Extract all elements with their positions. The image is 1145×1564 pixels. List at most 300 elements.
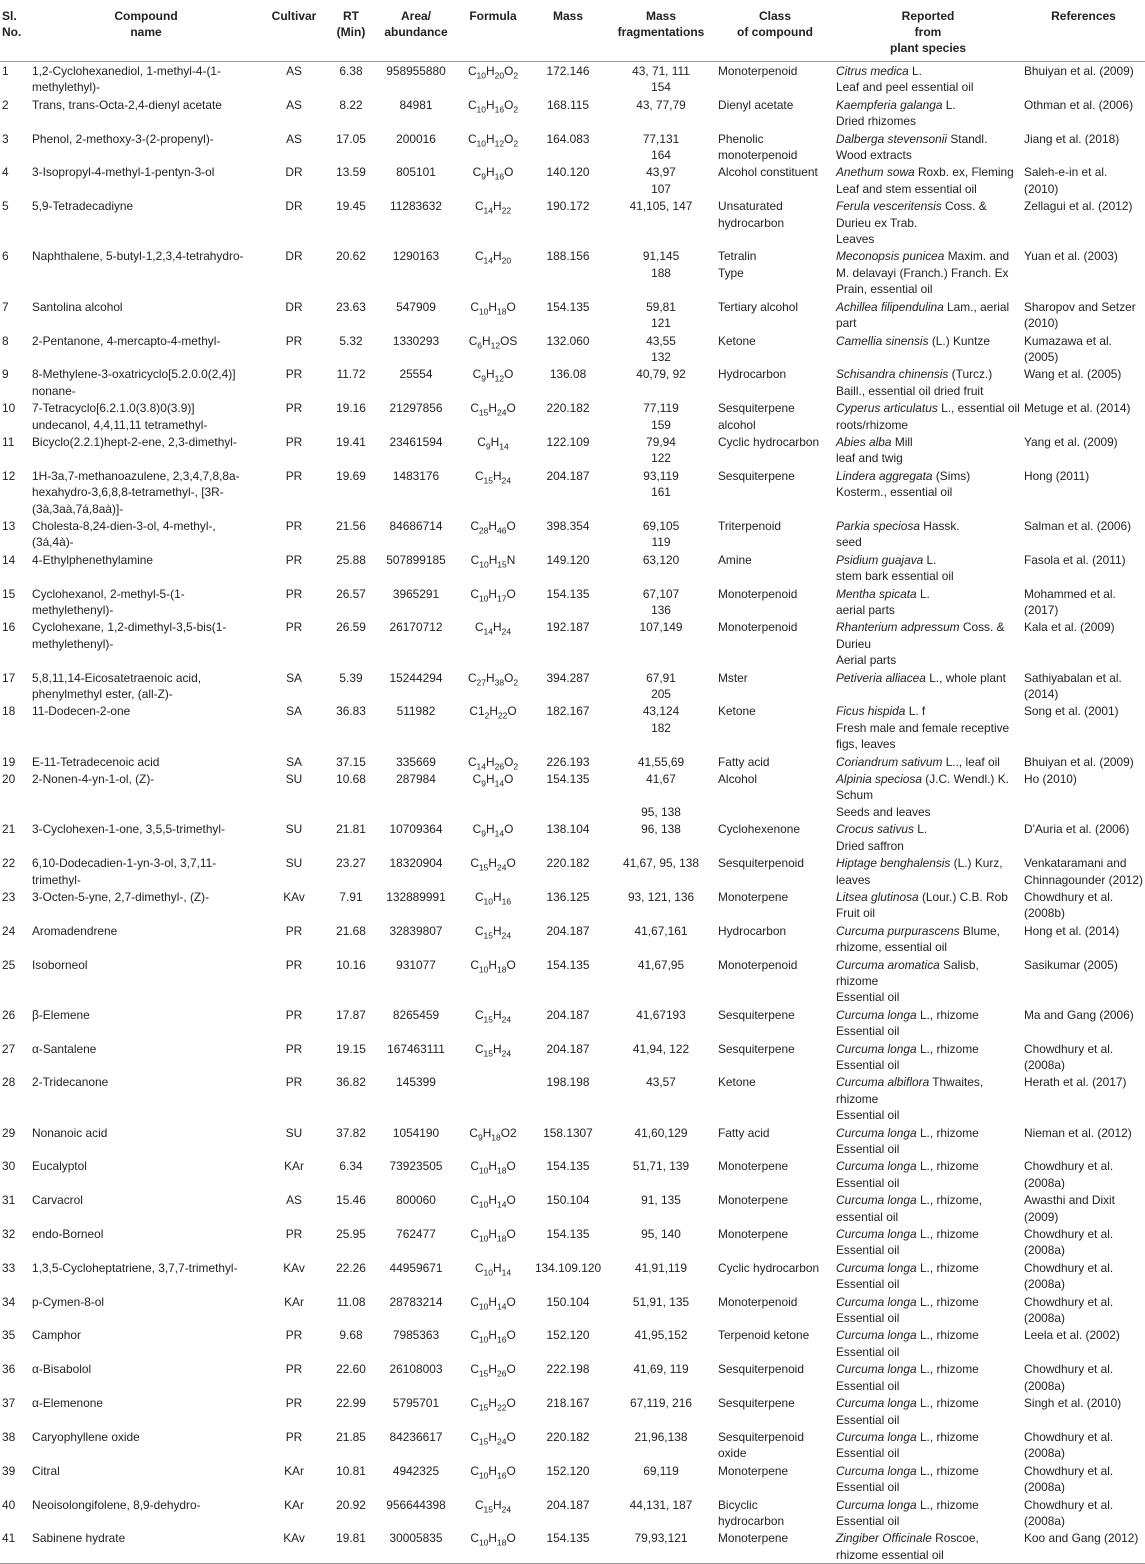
- formula-subscript: 10: [478, 963, 489, 974]
- species-details: L., rhizome Essential oil: [836, 1260, 979, 1292]
- mass-fragmentations-cell: 21,96,138: [634, 1429, 688, 1444]
- species-details: Standl. Wood extracts: [836, 131, 988, 163]
- mass-cell: 182.167: [546, 704, 590, 719]
- rt-cell: 21.56: [336, 518, 366, 533]
- formula-element: O: [504, 670, 514, 685]
- reference-cell: Chowdhury et al. (2008a): [1024, 1227, 1114, 1258]
- formula-subscript: 10: [478, 1470, 489, 1481]
- rt-cell: 26.59: [336, 620, 366, 635]
- formula-subscript: 10: [476, 138, 486, 148]
- species-name: Curcuma longa: [836, 1041, 917, 1056]
- rt-cell: 19.69: [336, 468, 366, 483]
- sl-no-cell: 40: [2, 1497, 16, 1512]
- cultivar-cell: PR: [285, 468, 303, 483]
- reference-cell: Kala et al. (2009): [1024, 620, 1115, 635]
- formula-element: C: [474, 199, 484, 214]
- formula-subscript: 18: [491, 1131, 501, 1142]
- cultivar-cell: PR: [285, 518, 303, 533]
- reported-species-cell: [834, 467, 1022, 517]
- formula-cell: [456, 1462, 530, 1496]
- class-cell: Ketone: [718, 333, 756, 348]
- compound-name-cell: 1,2-Cyclohexanediol, 1-methyl-4-(1- methylethyl)-: [32, 64, 222, 95]
- formula-element: H: [493, 468, 502, 483]
- table-header: [0, 0, 1145, 62]
- compound-name-cell: Neoisolongifolene, 8,9-dehydro-: [32, 1497, 201, 1512]
- table-row: [0, 433, 1145, 467]
- formula-subscript: 18: [496, 1233, 507, 1244]
- formula-element: O: [504, 367, 514, 382]
- species-details: Hassk. seed: [836, 518, 960, 550]
- sl-no-cell: 28: [2, 1075, 16, 1090]
- formula-element: C: [470, 1159, 479, 1174]
- species-name: Curcuma longa: [836, 1260, 917, 1275]
- rt-cell: 25.95: [336, 1227, 366, 1242]
- species-details: L. Dried rhizomes: [836, 97, 956, 129]
- reference-cell: Kumazawa et al. (2005): [1024, 333, 1112, 364]
- compound-name-cell: Citral: [32, 1463, 60, 1478]
- header-formula: Formula: [456, 0, 530, 62]
- class-cell: Fatty acid: [718, 1125, 770, 1140]
- formula-element: C: [470, 518, 479, 533]
- mass-fragmentations-cell: 41,69, 119: [633, 1362, 689, 1377]
- compound-name-cell: Nonanoic acid: [32, 1125, 108, 1140]
- formula-subscript: 28: [478, 525, 489, 536]
- rt-cell: 13.59: [336, 165, 366, 180]
- formula-element: H: [493, 199, 502, 214]
- reference-cell: Song et al. (2001): [1024, 704, 1119, 719]
- reported-species-cell: [834, 1225, 1022, 1259]
- formula-element: C: [470, 1429, 479, 1444]
- formula-element: C: [472, 772, 482, 787]
- rt-cell: 10.81: [336, 1463, 366, 1478]
- reported-species-cell: [834, 399, 1022, 433]
- mass-fragmentations-cell: 43, 71, 111 154: [632, 64, 690, 95]
- formula-element: H: [486, 97, 495, 112]
- table-row: [0, 702, 1145, 752]
- table-row: [0, 1326, 1145, 1360]
- area-cell: 32839807: [389, 923, 443, 938]
- cultivar-cell: DR: [285, 199, 303, 214]
- cultivar-cell: PR: [285, 1227, 303, 1242]
- species-details: L., whole plant: [925, 670, 1006, 685]
- formula-element: O: [506, 586, 516, 601]
- class-cell: Monoterpenoid: [718, 1294, 798, 1309]
- mass-cell: 192.187: [546, 620, 590, 635]
- sl-no-cell: 10: [2, 401, 16, 416]
- mass-fragmentations-cell: 67,107 136: [642, 586, 680, 617]
- formula-element: H: [488, 1227, 497, 1242]
- mass-fragmentations-cell: 41,94, 122: [632, 1041, 690, 1056]
- rt-cell: 6.38: [339, 64, 363, 78]
- reference-cell: Salman et al. (2006): [1024, 518, 1132, 533]
- formula-cell: [456, 888, 530, 922]
- species-name: Petiveria alliacea: [836, 670, 926, 685]
- formula-element: O: [506, 1159, 516, 1174]
- class-cell: Mster: [718, 670, 748, 685]
- species-name: Curcuma longa: [836, 1362, 917, 1377]
- formula-cell: [456, 770, 530, 820]
- mass-cell: 204.187: [546, 1007, 590, 1022]
- class-cell: Phenolic monoterpenoid: [718, 131, 798, 163]
- sl-no-cell: 22: [2, 856, 16, 871]
- formula-element: C: [470, 1193, 479, 1208]
- compound-name-cell: 11-Dodecen-2-one: [32, 704, 131, 719]
- reported-species-cell: [834, 365, 1022, 399]
- formula-subscript: 14: [494, 778, 505, 789]
- compound-name-cell: 3-Cyclohexen-1-one, 3,5,5-trimethyl-: [32, 822, 225, 837]
- formula-subscript: 14: [496, 1199, 507, 1210]
- reported-species-cell: [834, 1124, 1022, 1158]
- compound-name-cell: 2-Tridecanone: [32, 1075, 109, 1090]
- rt-cell: 11.72: [336, 367, 366, 382]
- species-details: L., rhizome Essential oil: [836, 1007, 979, 1039]
- compound-name-cell: Bicyclo(2.2.1)hept-2-ene, 2,3-dimethyl-: [32, 434, 237, 449]
- species-details: Coss. & Durieu ex Trab. Leaves: [836, 199, 987, 247]
- species-details: L., rhizome Essential oil: [836, 1294, 979, 1326]
- table-row: [0, 956, 1145, 1006]
- formula-element: C: [472, 367, 482, 382]
- area-cell: 8265459: [392, 1007, 440, 1022]
- formula-element: H: [488, 1362, 497, 1377]
- cultivar-cell: AS: [286, 64, 302, 78]
- species-details: (L.) Kuntze: [928, 333, 990, 348]
- class-cell: Monoterpene: [718, 889, 789, 904]
- mass-cell: 134.109.120: [534, 1260, 602, 1275]
- formula-element: H: [488, 1429, 497, 1444]
- sl-no-cell: 16: [2, 620, 16, 635]
- species-name: Anethum sowa: [836, 165, 915, 180]
- species-name: Alpinia speciosa: [836, 772, 922, 787]
- rt-cell: 7.91: [339, 889, 363, 904]
- table-row: [0, 1157, 1145, 1191]
- compound-name-cell: 5,8,11,14-Eicosatetraenoic acid, phenylmethyl ester, (all-Z)-: [32, 670, 201, 702]
- mass-cell: 218.167: [546, 1396, 590, 1411]
- formula-cell: [456, 399, 530, 433]
- class-cell: Monoterpenoid: [718, 620, 798, 635]
- sl-no-cell: 3: [2, 131, 9, 146]
- formula-subscript: 10: [476, 104, 486, 115]
- table-row: [0, 365, 1145, 399]
- formula-subscript: 14: [499, 441, 509, 452]
- sl-no-cell: 34: [2, 1294, 16, 1309]
- formula-element: H: [488, 1463, 497, 1478]
- reported-species-cell: [834, 197, 1022, 247]
- formula-subscript: 12: [494, 373, 505, 384]
- species-name: Curcuma longa: [836, 1193, 917, 1208]
- reference-cell: Koo and Gang (2012): [1022, 1529, 1145, 1563]
- formula-element: H: [488, 586, 497, 601]
- area-cell: 44959671: [389, 1260, 443, 1275]
- formula-subscript: 15: [497, 559, 507, 570]
- class-cell: Monoterpene: [718, 1463, 789, 1478]
- class-cell: Dienyl acetate: [718, 97, 794, 112]
- rt-cell: 26.57: [336, 586, 366, 601]
- formula-subscript: 10: [476, 70, 486, 81]
- sl-no-cell: 1: [2, 64, 9, 78]
- compound-name-cell: endo-Borneol: [32, 1227, 104, 1242]
- formula-element: O: [506, 856, 516, 871]
- formula-element: H: [493, 249, 502, 264]
- formula-subscript: 18: [496, 963, 507, 974]
- species-name: Litsea glutinosa: [836, 889, 919, 904]
- area-cell: 28783214: [389, 1294, 443, 1309]
- formula-element: C: [470, 957, 479, 972]
- formula-subscript: 9: [481, 373, 486, 384]
- species-details: (Turcz.) Baill., essential oil dried fruit: [836, 367, 993, 398]
- rt-cell: 15.46: [336, 1193, 366, 1208]
- compound-name-cell: Trans, trans-Octa-2,4-dienyl acetate: [32, 97, 222, 112]
- formula-subscript: 2: [513, 138, 519, 148]
- formula-subscript: 2: [513, 761, 519, 772]
- table-row: [0, 399, 1145, 433]
- compound-name-cell: α-Elemenone: [32, 1396, 103, 1411]
- compound-name-cell: Naphthalene, 5-butyl-1,2,3,4-tetrahydro-: [32, 249, 244, 264]
- reference-cell: Yang et al. (2009): [1024, 434, 1118, 449]
- mass-cell: 154.135: [546, 586, 590, 601]
- formula-subscript: 17: [496, 592, 507, 603]
- class-cell: Cyclohexenone: [718, 822, 800, 837]
- cultivar-cell: KAv: [283, 889, 305, 904]
- mass-fragmentations-cell: 107,149: [639, 620, 683, 635]
- class-cell: Sesquiterpene: [718, 468, 795, 483]
- rt-cell: 6.34: [339, 1159, 363, 1174]
- rt-cell: 11.08: [336, 1294, 366, 1309]
- area-cell: 84686714: [389, 518, 443, 533]
- formula-cell: [456, 1326, 530, 1360]
- mass-cell: 220.182: [546, 1429, 590, 1444]
- compound-name-cell: 5,9-Tetradecadiyne: [32, 199, 134, 214]
- sl-no-cell: 26: [2, 1007, 16, 1022]
- compound-name-cell: 1H-3a,7-methanoazulene, 2,3,4,7,8,8a- hexahydro-3,6,8,8-tetramethyl-, [3R- (3à,3aà,7á,8aà)]-: [32, 468, 240, 516]
- mass-cell: 190.172: [546, 199, 590, 214]
- area-cell: 7985363: [392, 1328, 440, 1343]
- formula-element: C: [470, 1362, 479, 1377]
- cultivar-cell: KAr: [284, 1159, 304, 1174]
- table-row: [0, 1040, 1145, 1074]
- formula-element: H: [490, 434, 500, 449]
- formula-subscript: 15: [478, 407, 489, 418]
- formula-element: O: [506, 1531, 516, 1546]
- formula-cell: [456, 551, 530, 585]
- formula-cell: [456, 618, 530, 668]
- reported-species-cell: [834, 956, 1022, 1006]
- formula-element: C: [470, 1463, 479, 1478]
- compound-name-cell: α-Bisabolol: [32, 1362, 92, 1377]
- rt-cell: 36.83: [336, 704, 366, 719]
- compound-name-cell: Phenol, 2-methoxy-3-(2-propenyl)-: [32, 131, 214, 146]
- reference-cell: Hong et al. (2014): [1024, 923, 1120, 938]
- formula-subscript: 16: [494, 171, 505, 182]
- formula-subscript: 15: [483, 475, 493, 486]
- mass-cell: 136.125: [546, 889, 590, 904]
- reference-cell: Awasthi and Dixit (2009): [1024, 1193, 1115, 1224]
- species-name: Curcuma purpurascens: [836, 923, 960, 938]
- formula-cell: [456, 433, 530, 467]
- formula-cell: [456, 1360, 530, 1394]
- formula-subscript: 16: [494, 104, 505, 115]
- cultivar-cell: PR: [285, 957, 303, 972]
- reported-species-cell: [834, 1496, 1022, 1530]
- mass-cell: 158.1307: [543, 1125, 593, 1140]
- mass-cell: 394.287: [546, 670, 590, 685]
- reported-species-cell: [834, 551, 1022, 585]
- formula-subscript: 6: [477, 339, 483, 350]
- formula-subscript: 9: [485, 441, 491, 452]
- sl-no-cell: 24: [2, 923, 16, 938]
- mass-cell: 154.135: [546, 1227, 590, 1242]
- reported-species-cell: [834, 62, 1022, 96]
- formula-element: C: [470, 552, 480, 567]
- formula-cell: [456, 332, 530, 366]
- formula-element: C1: [469, 704, 485, 719]
- area-cell: 287984: [396, 772, 436, 787]
- rt-cell: 19.45: [336, 199, 366, 214]
- mass-fragmentations-cell: 41,67 95, 138: [641, 772, 681, 819]
- formula-cell: [456, 1428, 530, 1462]
- table-row: [0, 669, 1145, 703]
- formula-element: C: [474, 1260, 484, 1275]
- formula-subscript: 24: [501, 930, 512, 941]
- class-cell: Hydrocarbon: [718, 923, 787, 938]
- species-name: Curcuma longa: [836, 1497, 917, 1512]
- formula-cell: [456, 130, 530, 164]
- species-name: Schisandra chinensis: [836, 367, 949, 382]
- formula-element: N: [506, 552, 516, 567]
- reference-cell: Bhuiyan et al. (2009): [1024, 64, 1134, 78]
- species-details: L., rhizome Essential oil: [836, 1497, 979, 1528]
- mass-cell: 204.187: [546, 1497, 590, 1512]
- reported-species-cell: [834, 702, 1022, 752]
- area-cell: 26108003: [389, 1362, 443, 1377]
- species-name: Achillea filipendulina: [836, 299, 944, 314]
- species-name: Dalberga stevensonii: [836, 131, 948, 146]
- species-name: Kaempferia galanga: [836, 97, 943, 112]
- formula-subscript: 14: [501, 1267, 512, 1278]
- rt-cell: 21.81: [336, 822, 366, 837]
- reference-cell: Chowdhury et al. (2008a): [1024, 1362, 1114, 1393]
- area-cell: 547909: [396, 299, 436, 314]
- formula-element: C: [470, 1227, 479, 1242]
- rt-cell: 37.82: [336, 1125, 366, 1140]
- mass-fragmentations-cell: 69,105 119: [642, 518, 680, 550]
- class-cell: Monoterpenoid: [718, 957, 798, 972]
- reference-cell: Chowdhury et al. (2008a): [1024, 1159, 1114, 1190]
- cultivar-cell: SU: [285, 822, 303, 837]
- formula-subscript: 22: [501, 205, 512, 216]
- species-name: Curcuma albiflora: [836, 1075, 930, 1090]
- compound-name-cell: 3-Isopropyl-4-methyl-1-pentyn-3-ol: [32, 165, 215, 180]
- sl-no-cell: 36: [2, 1362, 16, 1377]
- sl-no-cell: 15: [2, 586, 16, 601]
- species-details: L., rhizome Essential oil: [836, 1463, 979, 1495]
- reference-cell: Yuan et al. (2003): [1024, 249, 1118, 264]
- table-row: [0, 332, 1145, 366]
- mass-cell: 204.187: [546, 1041, 590, 1056]
- sl-no-cell: 13: [2, 518, 16, 533]
- species-details: L. Dried saffron: [836, 822, 928, 853]
- formula-element: H: [488, 1328, 497, 1343]
- cultivar-cell: PR: [285, 1075, 303, 1090]
- reference-cell: Leela et al. (2002): [1024, 1328, 1120, 1343]
- reported-species-cell: [834, 1428, 1022, 1462]
- formula-cell: [456, 1157, 530, 1191]
- mass-fragmentations-cell: 41,67,95: [637, 957, 685, 972]
- table-row: [0, 585, 1145, 619]
- compound-name-cell: Camphor: [32, 1328, 81, 1343]
- species-details: L., rhizome Essential oil: [836, 1328, 979, 1359]
- formula-cell: [456, 1124, 530, 1158]
- cultivar-cell: PR: [285, 1041, 303, 1056]
- mass-fragmentations-cell: 91, 135: [641, 1193, 681, 1208]
- formula-element: H: [486, 131, 495, 146]
- formula-subscript: 24: [501, 1503, 512, 1514]
- species-name: Crocus sativus: [836, 822, 914, 837]
- rt-cell: 9.68: [339, 1328, 363, 1343]
- species-details: Coss. & Durieu Aerial parts: [836, 620, 1005, 668]
- compound-name-cell: Aromadendrene: [32, 923, 118, 938]
- reported-species-cell: [834, 1394, 1022, 1428]
- reported-species-cell: [834, 820, 1022, 854]
- area-cell: 23461594: [389, 434, 443, 449]
- cultivar-cell: PR: [285, 552, 303, 567]
- formula-element: H: [488, 401, 497, 416]
- mass-fragmentations-cell: 93,119 161: [643, 468, 679, 500]
- species-details: Maxim. and M. delavayi (Franch.) Franch. Ex Prain, essential oil: [836, 249, 1010, 297]
- formula-element: C: [474, 620, 484, 635]
- reference-cell: Herath et al. (2017): [1024, 1075, 1127, 1090]
- mass-fragmentations-cell: 43,124 182: [642, 704, 680, 735]
- rt-cell: 19.15: [336, 1041, 366, 1056]
- compound-name-cell: 1,3,5-Cycloheptatriene, 3,7,7-trimethyl-: [32, 1260, 238, 1275]
- formula-element: H: [493, 923, 502, 938]
- compound-name-cell: Carvacrol: [32, 1193, 83, 1208]
- compound-name-cell: 6,10-Dodecadien-1-yn-3-ol, 3,7,11- trimethyl-: [32, 856, 217, 887]
- formula-element: C: [470, 856, 479, 871]
- formula-element: O: [504, 131, 514, 146]
- class-cell: Ketone: [718, 704, 756, 719]
- rt-cell: 22.60: [336, 1362, 366, 1377]
- mass-fragmentations-cell: 51,91, 135: [632, 1294, 690, 1309]
- formula-element: H: [493, 1041, 502, 1056]
- reference-cell: Sharopov and Setzer (2010): [1024, 299, 1136, 331]
- species-name: Zingiber Officinale: [836, 1531, 932, 1546]
- area-cell: 167463111: [387, 1041, 445, 1056]
- formula-subscript: 2: [513, 70, 519, 81]
- formula-element: O: [504, 754, 514, 769]
- formula-element: O: [504, 64, 514, 78]
- species-details: L., rhizome, essential oil: [836, 1193, 983, 1224]
- reference-cell: Mohammed et al. (2017): [1024, 586, 1116, 617]
- reported-species-cell: [834, 517, 1022, 551]
- formula-cell: [456, 702, 530, 752]
- species-details: L., rhizome Essential oil: [836, 1041, 979, 1072]
- species-details: (L.) Kurz, leaves: [836, 856, 1003, 887]
- mass-cell: 140.120: [546, 165, 590, 180]
- area-cell: 762477: [396, 1227, 436, 1242]
- reported-species-cell: [834, 130, 1022, 164]
- mass-fragmentations-cell: 59,81 121: [646, 299, 676, 331]
- rt-cell: 37.15: [336, 754, 366, 769]
- cultivar-cell: AS: [286, 131, 302, 146]
- formula-element: C: [470, 401, 479, 416]
- formula-subscript: 2: [513, 677, 519, 687]
- reference-cell: Chowdhury et al. (2008a): [1024, 1041, 1114, 1072]
- mass-cell: 136.08: [549, 367, 587, 382]
- formula-subscript: 2: [513, 104, 519, 115]
- formula-element: C: [474, 1497, 484, 1512]
- table-row: [0, 247, 1145, 297]
- formula-element: O: [506, 1328, 516, 1343]
